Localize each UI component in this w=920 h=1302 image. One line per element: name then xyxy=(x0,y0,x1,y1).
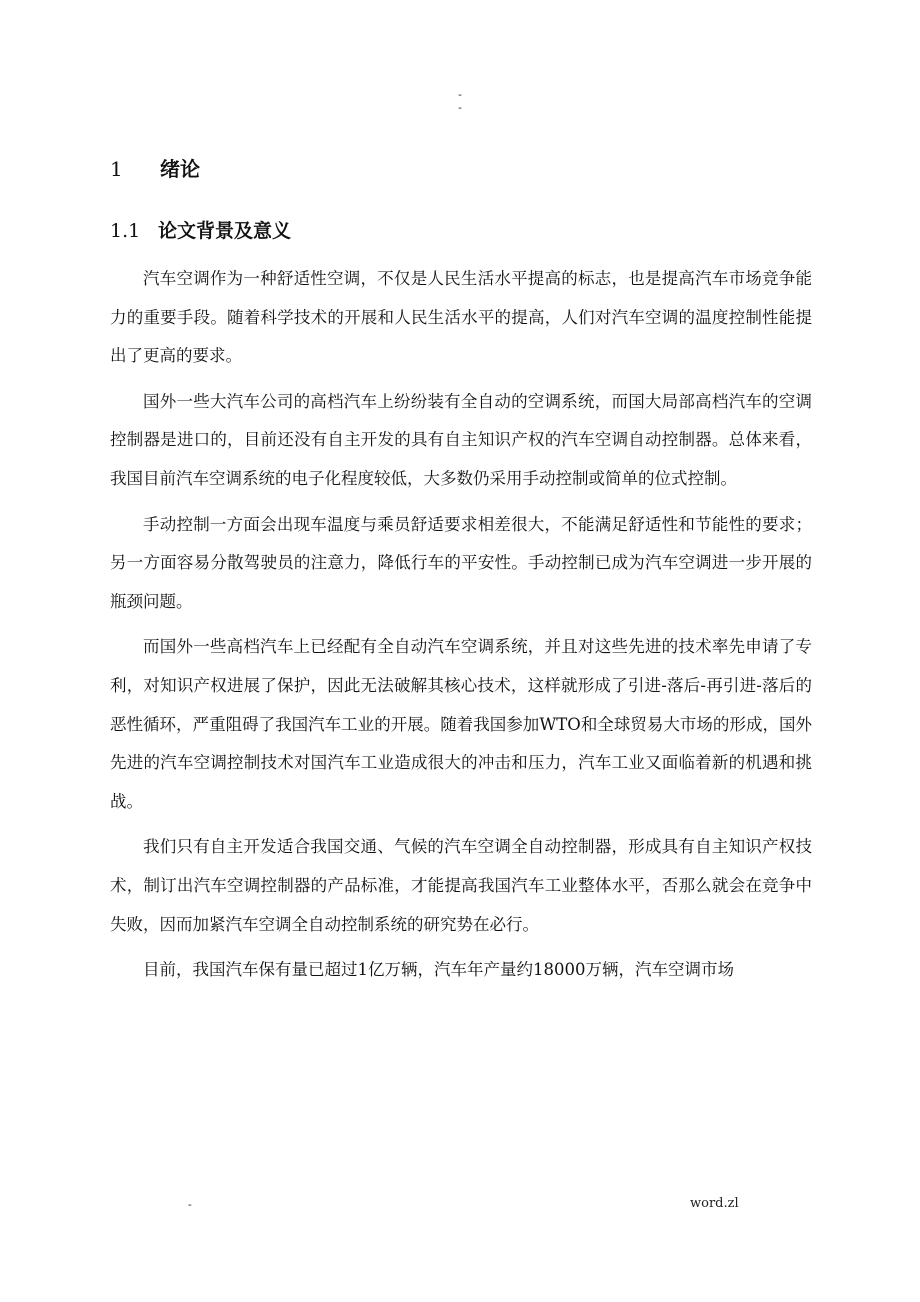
header-mark-bottom: - xyxy=(458,101,462,114)
section-heading xyxy=(110,216,291,246)
chapter-number: 1 xyxy=(110,157,123,181)
footer-source-text: word.zl xyxy=(690,1196,739,1211)
chapter-heading xyxy=(110,154,200,184)
footer-mark: - xyxy=(188,1198,192,1211)
paragraph: 而国外一些高档汽车上已经配有全自动汽车空调系统，并且对这些先进的技术率先申请了专利，对知识产权进展了保护，因此无法破解其核心技术，这样就形成了引进-落后-再引进-落后的恶性循环，严重阻碍了我国汽车工业的开展。随着我国参加WTO和全球贸易大市场的形成，国外先进的汽车空调控制技术对国汽车工业造成很大的冲击和压力，汽车工业又面临着新的机遇和挑战。 xyxy=(110,637,812,811)
paragraph: 国外一些大汽车公司的高档汽车上纷纷装有全自动的空调系统，而国大局部高档汽车的空调控制器是进口的，目前还没有自主开发的具有自主知识产权的汽车空调自动控制器。总体来看，我国目前汽车空调系统的电子化程度较低，大多数仍采用手动控制或简单的位式控制。 xyxy=(110,391,812,488)
section-number: 1.1 xyxy=(110,220,141,242)
paragraph: 手动控制一方面会出现车温度与乘员舒适要求相差很大，不能满足舒适性和节能性的要求；另一方面容易分散驾驶员的注意力，降低行车的平安性。手动控制已成为汽车空调进一步开展的瓶颈问题。 xyxy=(110,514,812,611)
paragraph: 目前，我国汽车保有量已超过1亿万辆，汽车年产量约18000万辆，汽车空调市场 xyxy=(143,960,734,980)
chapter-title: 绪论 xyxy=(160,157,200,181)
paragraph: 汽车空调作为一种舒适性空调，不仅是人民生活水平提高的标志，也是提高汽车市场竞争能力的重要手段。随着科学技术的开展和人民生活水平的提高，人们对汽车空调的温度控制性能提出了更高的要求。 xyxy=(110,269,812,366)
body-text xyxy=(110,260,812,997)
section-title: 论文背景及意义 xyxy=(158,220,292,242)
header-mark-top: - xyxy=(458,88,462,101)
paragraph: 我们只有自主开发适合我国交通、气候的汽车空调全自动控制器，形成具有自主知识产权技术，制订出汽车空调控制器的产品标准，才能提高我国汽车工业整体水平，否那么就会在竞争中失败，因而加紧汽车空调全自动控制系统的研究势在必行。 xyxy=(110,837,812,934)
